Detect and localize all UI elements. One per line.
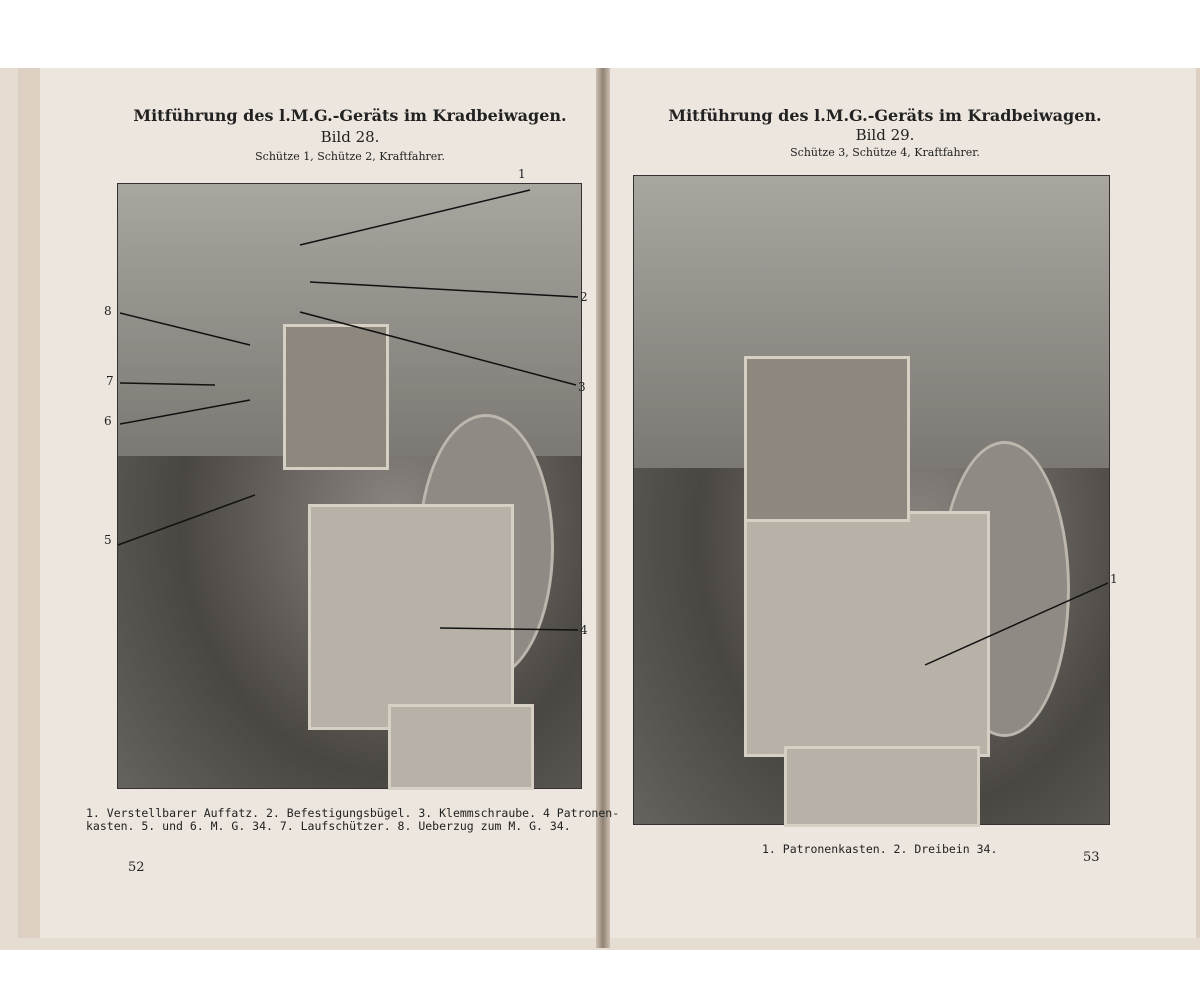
- left-page-number: 52: [128, 860, 145, 875]
- left-caption-line-2: kasten. 5. und 6. M. G. 34. 7. Laufschützer. 8. Ueberzug zum M. G. 34.: [86, 819, 571, 833]
- label-5: 5: [104, 533, 112, 547]
- left-figure-label: Bild 28.: [320, 128, 380, 146]
- photo-sidecar-bild-29: [633, 175, 1110, 825]
- left-subtitle: Schütze 1, Schütze 2, Kraftfahrer.: [255, 150, 445, 163]
- left-page-title: Mitführung des l.M.G.-Geräts im Kradbeiwagen.: [133, 106, 567, 125]
- label-1: 1: [1110, 572, 1118, 586]
- label-1: 1: [518, 167, 526, 181]
- label-3: 3: [578, 380, 586, 394]
- right-page-number: 53: [1083, 850, 1100, 865]
- right-caption: 1. Patronenkasten. 2. Dreibein 34.: [762, 842, 998, 856]
- label-2: 2: [580, 290, 588, 304]
- label-6: 6: [104, 414, 112, 428]
- right-subtitle: Schütze 3, Schütze 4, Kraftfahrer.: [790, 146, 980, 159]
- label-8: 8: [104, 304, 112, 318]
- label-7: 7: [106, 374, 114, 388]
- photo-sidecar-bild-28: [117, 183, 582, 789]
- label-4: 4: [580, 623, 588, 637]
- right-page-title: Mitführung des l.M.G.-Geräts im Kradbeiwagen.: [668, 106, 1102, 125]
- right-figure-label: Bild 29.: [855, 126, 915, 144]
- left-caption-line-1: 1. Verstellbarer Auffatz. 2. Befestigungsbügel. 3. Klemmschraube. 4 Patronen-: [86, 806, 620, 820]
